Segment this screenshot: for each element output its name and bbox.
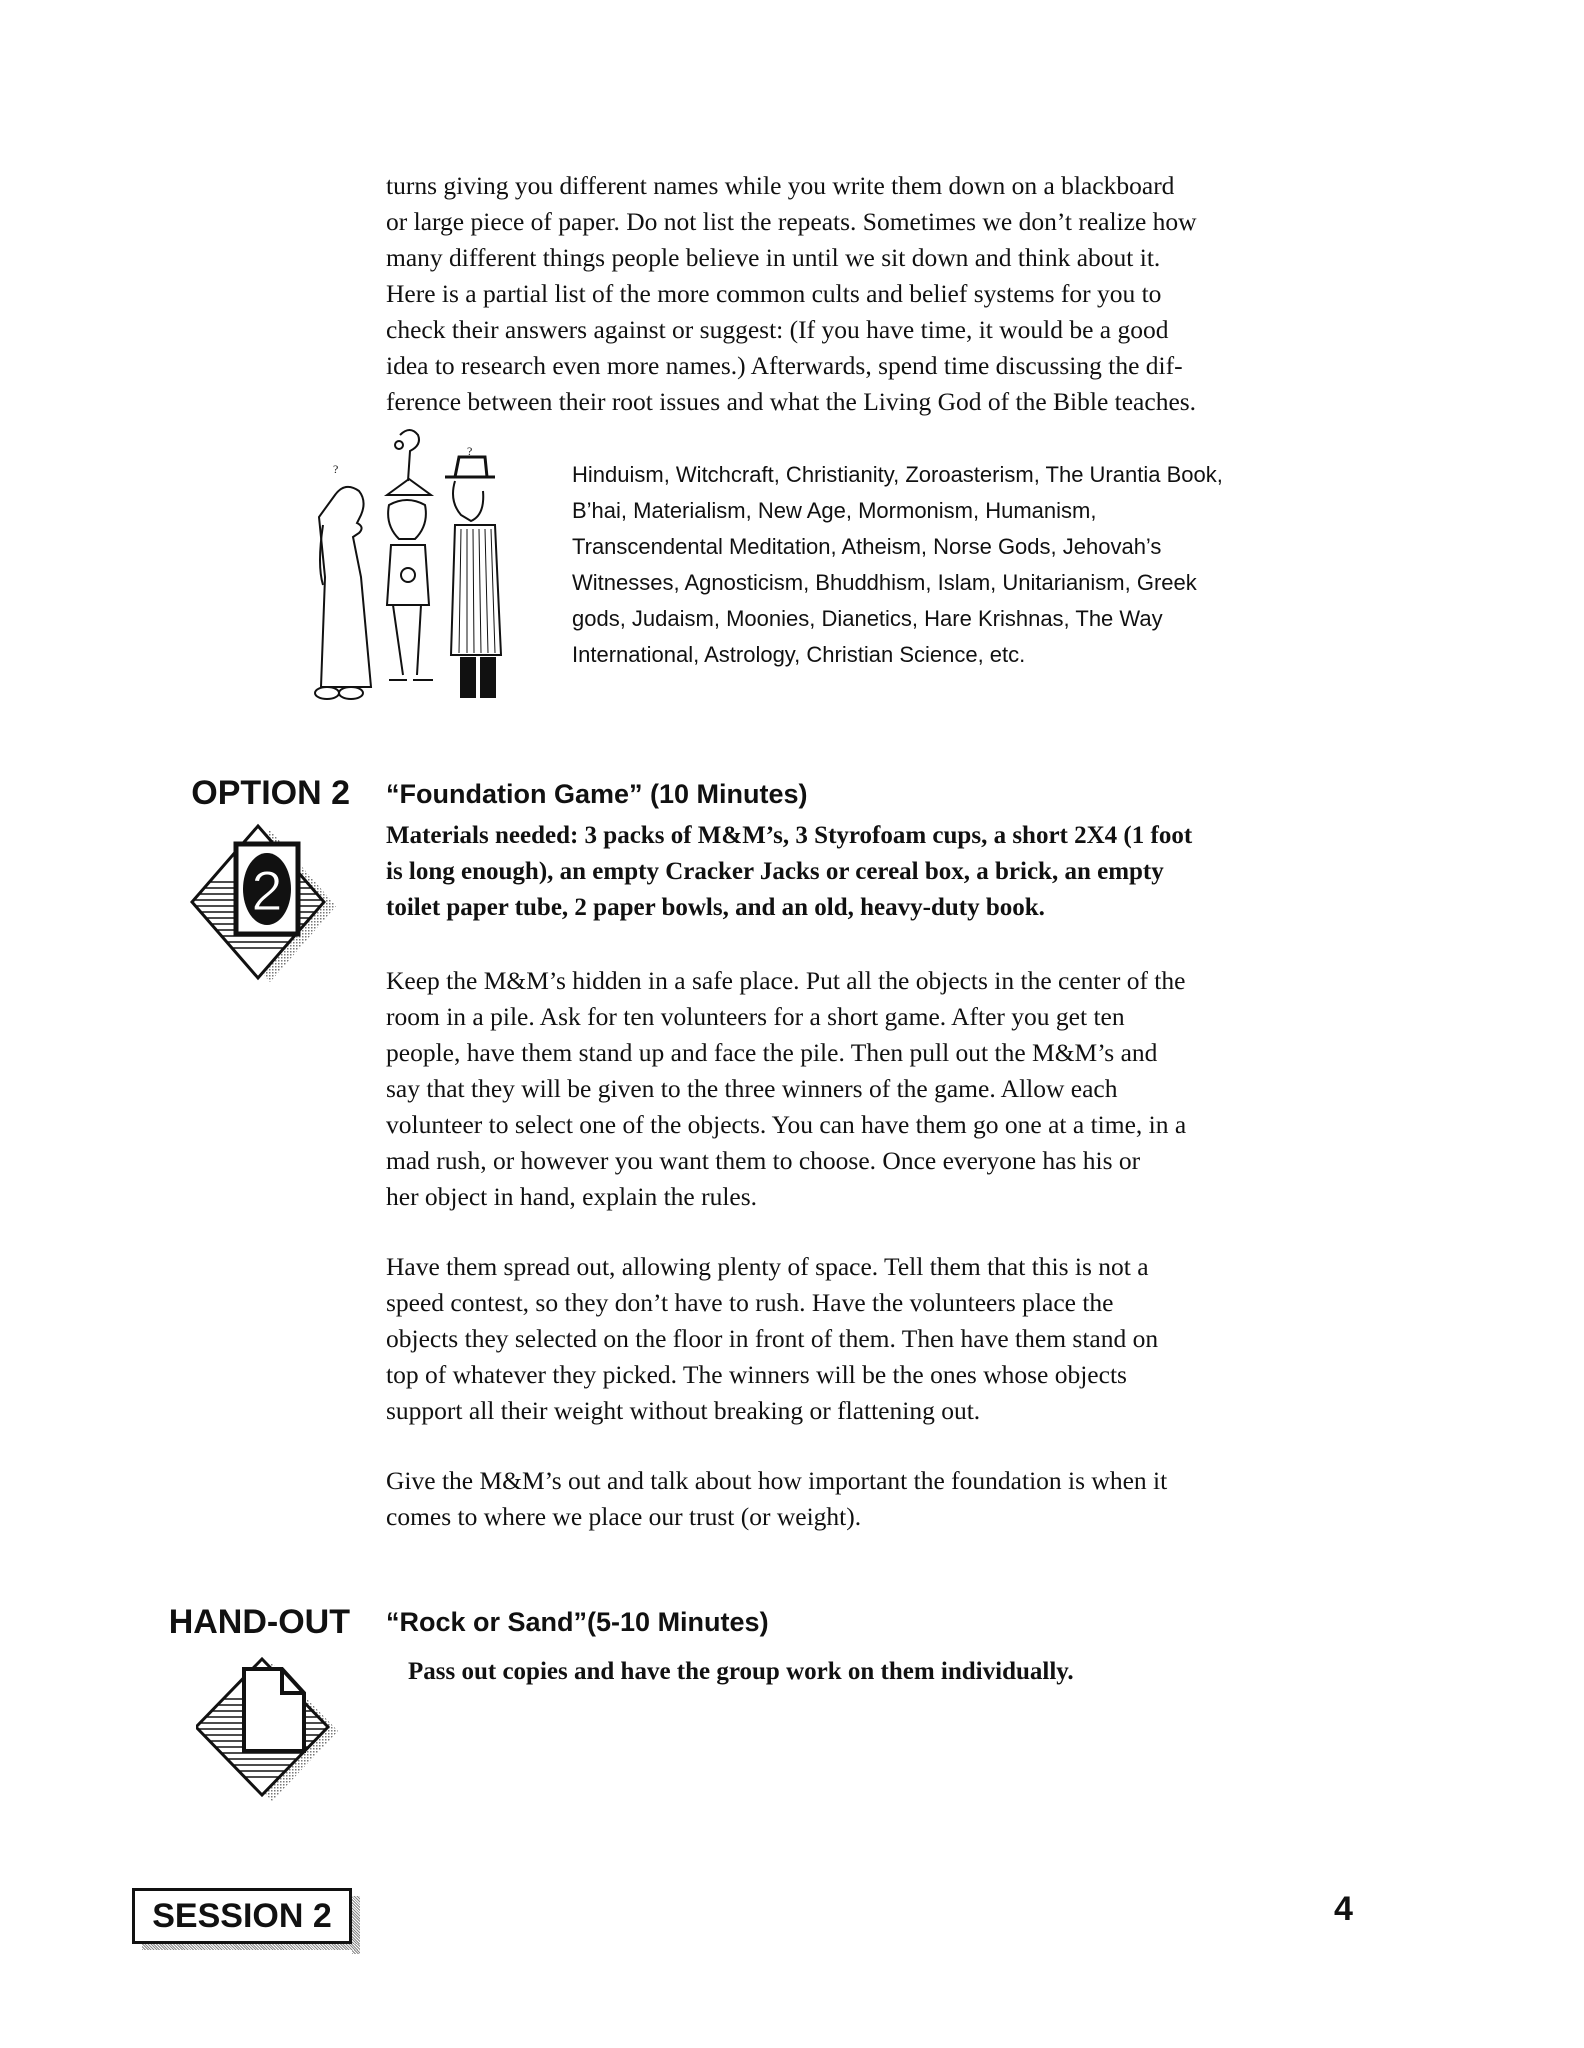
handout-instructions: Pass out copies and have the group work on them individually. (408, 1658, 1074, 1685)
text-line: B’hai, Materialism, New Age, Mormonism, Humanism, (572, 498, 1097, 523)
text-line: International, Astrology, Christian Science, etc. (572, 642, 1026, 667)
text-line: top of whatever they picked. The winners will be the ones whose objects (386, 1360, 1127, 1389)
icon-numeral: 2 (251, 859, 283, 922)
game-conclusion-paragraph (386, 1463, 1371, 1535)
text-line: toilet paper tube, 2 paper bowls, and an old, heavy-duty book. (386, 894, 1045, 921)
text-line: people, have them stand up and face the pile. Then pull out the M&M’s and (386, 1038, 1158, 1067)
belief-systems-list (572, 457, 1372, 673)
option-label: OPTION 2 (191, 774, 350, 812)
text-line: mad rush, or however you want them to choose. Once everyone has his or (386, 1146, 1141, 1175)
text-line: say that they will be given to the three winners of the game. Allow each (386, 1074, 1118, 1103)
text-line: idea to research even more names.) Afterwards, spend time discussing the dif- (386, 351, 1183, 380)
text-line: is long enough), an empty Cracker Jacks or cereal box, a brick, an empty (386, 858, 1164, 885)
text-line: Keep the M&M’s hidden in a safe place. Put all the objects in the center of the (386, 966, 1186, 995)
text-line: ference between their root issues and what the Living God of the Bible teaches. (386, 387, 1197, 416)
text-line: support all their weight without breaking or flattening out. (386, 1396, 981, 1425)
text-line: Give the M&M’s out and talk about how important the foundation is when it (386, 1466, 1168, 1495)
text-line: or large piece of paper. Do not list the repeats. Sometimes we don’t realize how (386, 207, 1197, 236)
text-line: Materials needed: 3 packs of M&M’s, 3 Styrofoam cups, a short 2X4 (1 foot (386, 822, 1193, 849)
handout-heading: “Rock or Sand”(5-10 Minutes) (386, 1607, 769, 1637)
text-line: turns giving you different names while you write them down on a blackboard (386, 171, 1175, 200)
text-line: Have them spread out, allowing plenty of space. Tell them that this is not a (386, 1252, 1149, 1281)
text-line: Here is a partial list of the more common cults and belief systems for you to (386, 279, 1162, 308)
session-label: SESSION 2 (132, 1888, 352, 1944)
text-line: volunteer to select one of the objects. You can have them go one at a time, in a (386, 1110, 1187, 1139)
text-line: speed contest, so they don’t have to rush. Have the volunteers place the (386, 1288, 1114, 1317)
game-instructions-paragraph (386, 963, 1371, 1215)
text-line: check their answers against or suggest: (If you have time, it would be a good (386, 315, 1169, 344)
session-box-shadow (142, 1944, 360, 1950)
game-rules-paragraph (386, 1249, 1371, 1429)
three-people-cartoon-icon (305, 425, 545, 705)
handout-label: HAND-OUT (168, 1603, 350, 1641)
text-line: Hinduism, Witchcraft, Christianity, Zoroasterism, The Urantia Book, (572, 462, 1223, 487)
svg-text:?: ? (467, 444, 473, 458)
materials-needed (386, 818, 1386, 926)
document-diamond-icon (196, 1655, 356, 1805)
intro-paragraph (386, 168, 1371, 420)
option-heading: “Foundation Game” (10 Minutes) (386, 779, 808, 809)
number-2-diamond-icon (188, 822, 356, 982)
text-line: many different things people believe in until we sit down and think about it. (386, 243, 1161, 272)
text-line: objects they selected on the floor in front of them. Then have them stand on (386, 1324, 1159, 1353)
text-line: her object in hand, explain the rules. (386, 1182, 758, 1211)
page-number: 4 (1334, 1890, 1353, 1928)
svg-text:?: ? (333, 462, 339, 476)
text-line: comes to where we place our trust (or weight). (386, 1502, 862, 1531)
text-line: Transcendental Meditation, Atheism, Norse Gods, Jehovah’s (572, 534, 1162, 559)
text-line: Witnesses, Agnosticism, Bhuddhism, Islam, Unitarianism, Greek (572, 570, 1197, 595)
text-line: gods, Judaism, Moonies, Dianetics, Hare Krishnas, The Way (572, 606, 1163, 631)
text-line: room in a pile. Ask for ten volunteers for a short game. After you get ten (386, 1002, 1125, 1031)
